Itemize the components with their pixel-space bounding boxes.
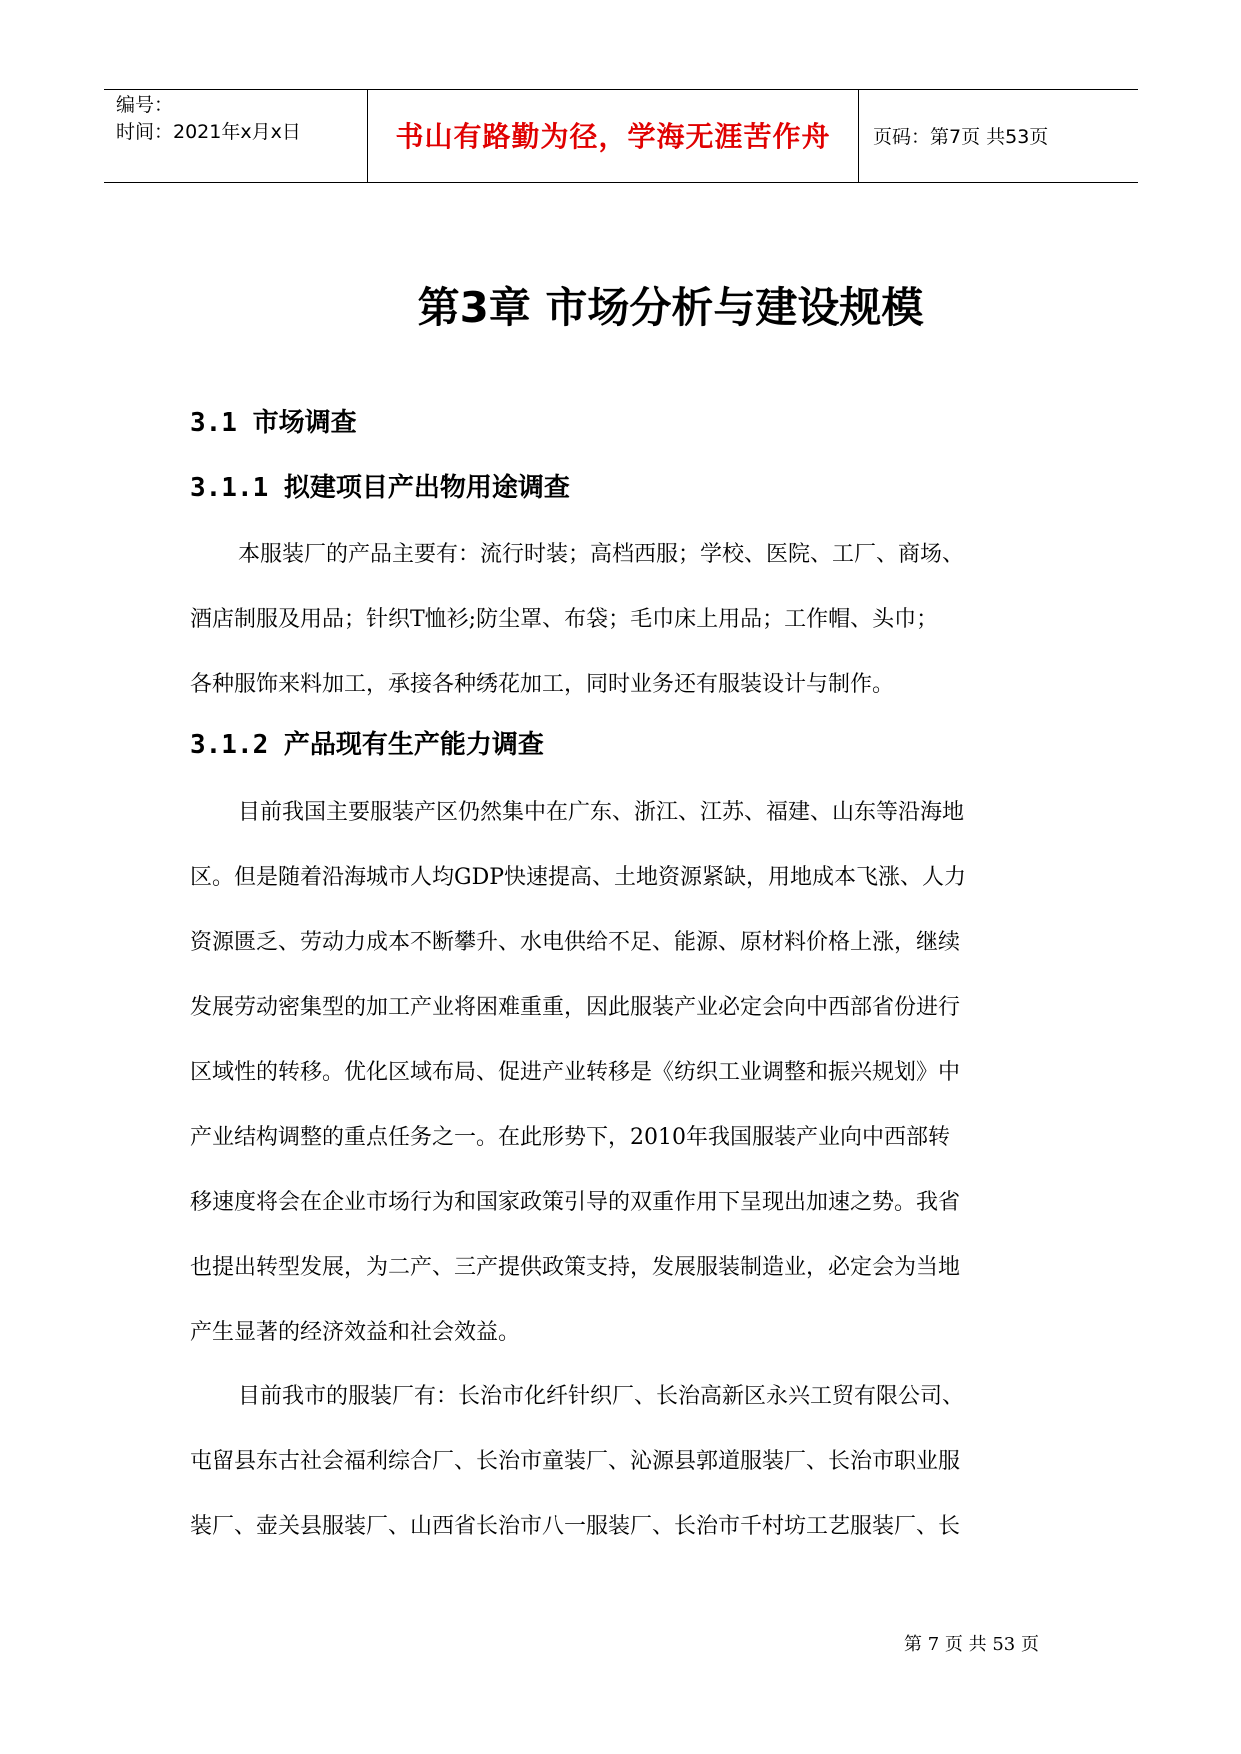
paragraph-line: 装厂、壶关县服装厂、山西省长治市八一服装厂、长治市千村坊工艺服装厂、长 <box>190 1514 961 1539</box>
chapter-title: 第3章 市场分析与建设规模 <box>417 283 924 332</box>
paragraph-line: 本服装厂的产品主要有：流行时装；高档西服；学校、医院、工厂、商场、 <box>238 542 965 567</box>
paragraph-line: 资源匮乏、劳动力成本不断攀升、水电供给不足、能源、原材料价格上涨，继续 <box>190 930 961 955</box>
paragraph-line: 移速度将会在企业市场行为和国家政策引导的双重作用下呈现出加速之势。我省 <box>190 1190 961 1215</box>
paragraph-line: 区域性的转移。优化区域布局、促进产业转移是《纺织工业调整和振兴规划》中 <box>190 1060 961 1085</box>
paragraph-line: 区。但是随着沿海城市人均GDP快速提高、土地资源紧缺，用地成本飞涨、人力 <box>190 865 967 890</box>
page-footer-number: 第 7 页 共 53 页 <box>904 1634 1039 1655</box>
paragraph-line: 也提出转型发展，为二产、三产提供政策支持，发展服装制造业，必定会为当地 <box>190 1255 961 1280</box>
paragraph-capacity <box>190 780 1070 1365</box>
paragraph-line: 屯留县东古社会福利综合厂、长治市童装厂、沁源县郭道服装厂、长治市职业服 <box>190 1449 961 1474</box>
section-heading-3-1-2: 3.1.2 产品现有生产能力调查 <box>190 730 544 760</box>
page-header <box>104 89 1138 183</box>
paragraph-line: 发展劳动密集型的加工产业将困难重重，因此服装产业必定会向中西部省份进行 <box>190 995 961 1020</box>
paragraph-line: 产生显著的经济效益和社会效益。 <box>190 1320 521 1345</box>
paragraph-line: 目前我市的服装厂有：长治市化纤针织厂、长治高新区永兴工贸有限公司、 <box>238 1384 965 1409</box>
header-time: 时间：2021年x月x日 <box>116 121 301 143</box>
section-heading-3-1: 3.1 市场调查 <box>190 408 357 438</box>
header-motto: 书山有路勤为径，学海无涯苦作舟 <box>368 90 859 182</box>
paragraph-line: 各种服饰来料加工，承接各种绣花加工，同时业务还有服装设计与制作。 <box>190 672 895 697</box>
paragraph-local-factories <box>190 1364 1070 1559</box>
paragraph-line: 目前我国主要服装产区仍然集中在广东、浙江、江苏、福建、山东等沿海地 <box>238 800 965 825</box>
paragraph-line: 酒店制服及用品；针织T恤衫;防尘罩、布袋；毛巾床上用品；工作帽、头巾； <box>190 607 939 632</box>
header-number: 编号： <box>116 94 174 116</box>
header-meta <box>104 90 368 182</box>
paragraph-line: 产业结构调整的重点任务之一。在此形势下，2010年我国服装产业向中西部转 <box>190 1125 950 1150</box>
paragraph-products <box>190 522 1070 717</box>
header-page-number: 页码：第7页 共53页 <box>873 126 1049 148</box>
section-heading-3-1-1: 3.1.1 拟建项目产出物用途调查 <box>190 473 570 503</box>
